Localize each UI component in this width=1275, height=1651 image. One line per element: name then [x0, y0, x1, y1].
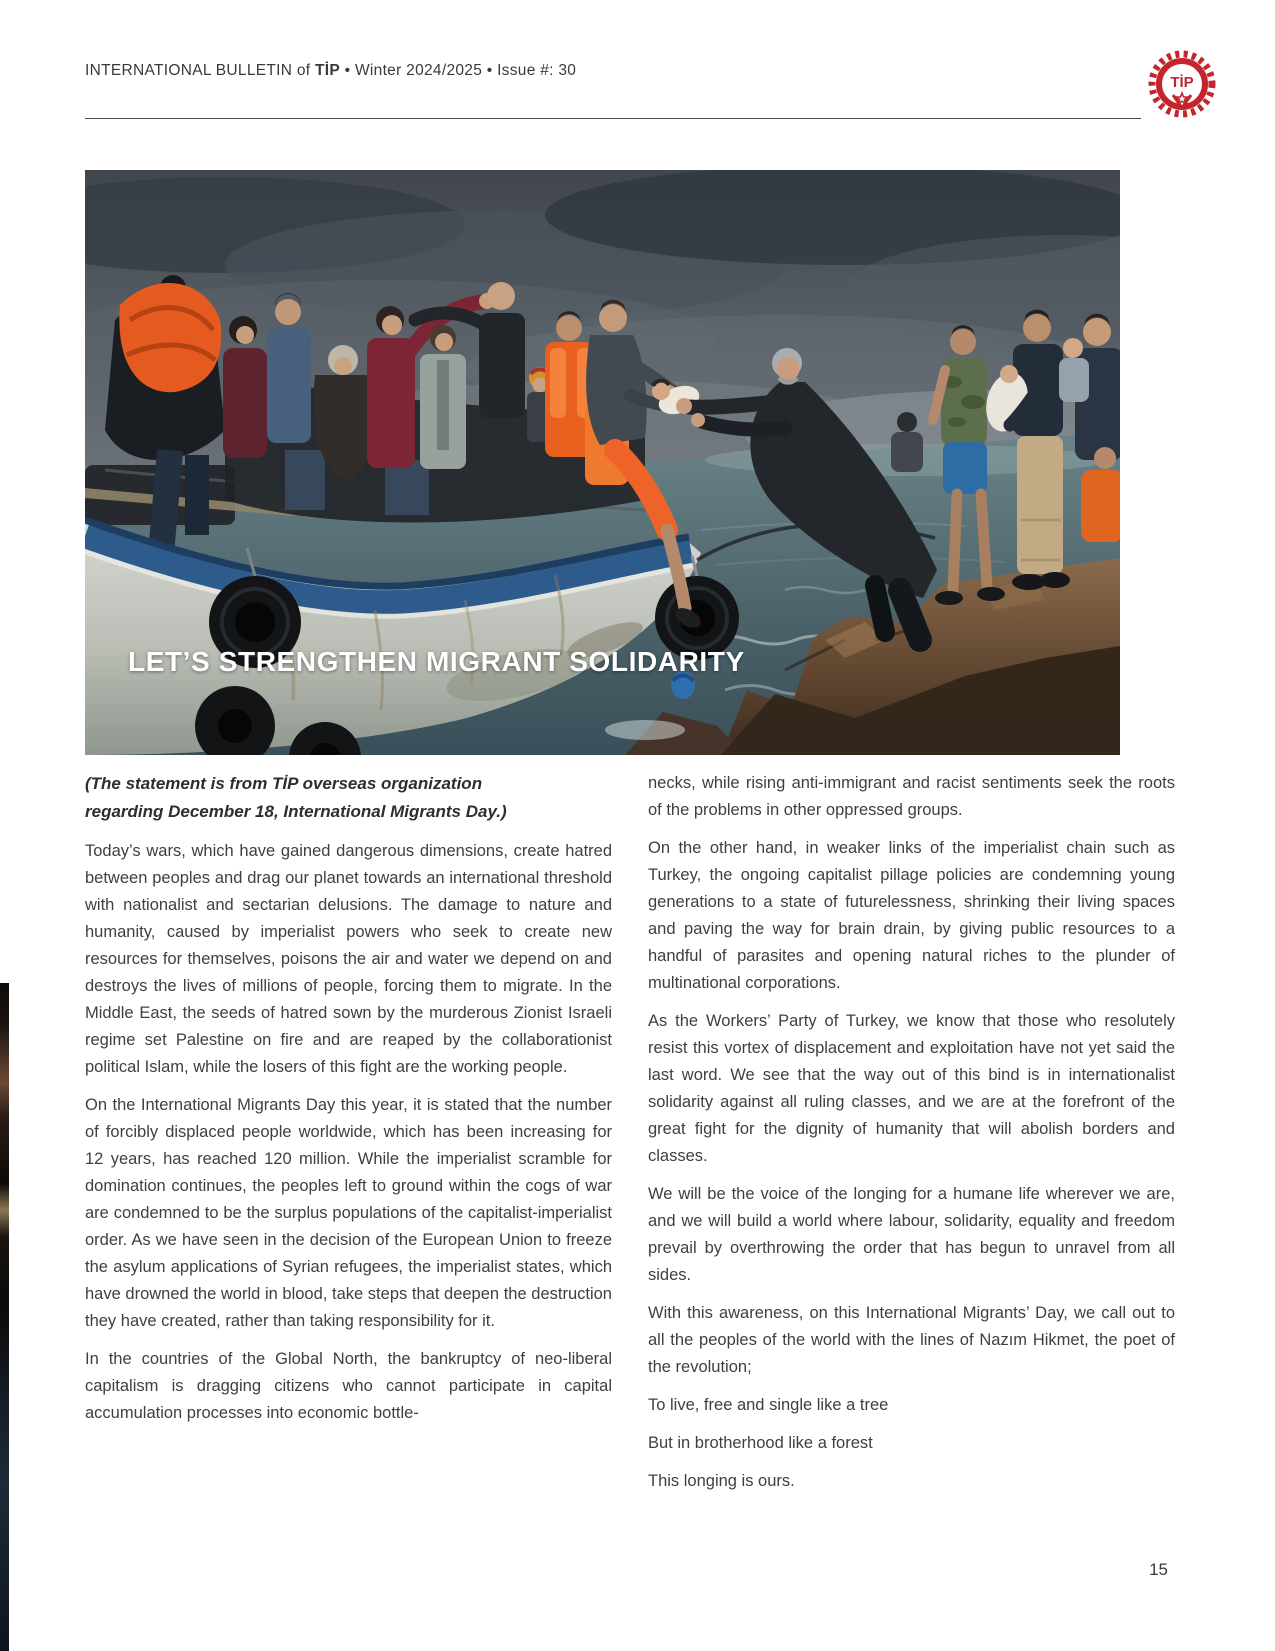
- hero-photo: [85, 170, 1120, 755]
- right-column: [648, 770, 1175, 1506]
- masthead: [85, 62, 1085, 80]
- paragraph: Today’s wars, which have gained dangerous dimensions, create hatred between peoples and drag our planet towards an international threshold with nationalist and sectarian delusions. The damage to nature and humanity, caused by imperialist powers who seek to create new resources for themselves, poisons the air and water we depend on and destroys the lives of millions of people, forcing them to migrate. In the Middle East, the seeds of hatred sown by the murderous Zionist Israeli regime set Palestine on fire and are reaped by the collaborationist political Islam, while the losers of this fight are the working people.: [85, 842, 612, 1076]
- paragraph: In the countries of the Global North, the bankruptcy of neo-liberal capitalism is dragging citizens who cannot participate in capital accumulation processes into economic bottle-: [85, 1350, 612, 1422]
- article-intro: [85, 770, 612, 826]
- left-column: [85, 770, 612, 1506]
- article-columns: [85, 770, 1175, 1506]
- paragraph: As the Workers’ Party of Turkey, we know that those who resolutely resist this vortex of displacement and exploitation have not yet said the last word. We see that the way out of this bind is in internationalist solidarity against all ruling classes, and we are at the forefront of the great fight for the dignity of humanity that will abolish borders and classes.: [648, 1012, 1175, 1165]
- paragraph: With this awareness, on this International Migrants’ Day, we call out to all the peoples of the world with the lines of Nazım Hikmet, the poet of the revolution;: [648, 1304, 1175, 1376]
- masthead-suffix: • Winter 2024/2025 • Issue #: 30: [340, 62, 577, 79]
- intro-line-2: regarding December 18, International Migrants Day.): [85, 802, 507, 821]
- paragraph: On the other hand, in weaker links of the imperialist chain such as Turkey, the ongoing capitalist pillage policies are condemning young generations to a state of futurelessness, shrinking their living spaces and paving the way for brain drain, by giving public resources to a handful of parasites and opening natural riches to the plunder of multinational corporations.: [648, 839, 1175, 992]
- masthead-brand: TİP: [315, 62, 341, 79]
- paragraph: On the International Migrants Day this year, it is stated that the number of forcibly displaced people worldwide, which has been increasing for 12 years, has reached 120 million. While the imperialist scramble for domination continues, the peoples left to ground within the cogs of war are condemned to be the surplus populations of the capitalist-imperialist order. As we have seen in the decision of the European Union to freeze the asylum applications of Syrian refugees, the imperialist states, which have drowned the world in blood, take steps that deepen the destruction they have created, rather than taking responsibility for it.: [85, 1096, 612, 1330]
- hero-caption: LET’S STRENGTHEN MIGRANT SOLIDARITY: [128, 646, 745, 677]
- masthead-prefix: INTERNATIONAL BULLETIN of: [85, 62, 316, 79]
- poem-line: This longing is ours.: [648, 1472, 795, 1490]
- intro-line-1: (The statement is from TİP overseas organization: [85, 774, 483, 793]
- logo-text: TİP: [1170, 74, 1194, 91]
- poem-line: But in brotherhood like a forest: [648, 1434, 873, 1452]
- paragraph: necks, while rising anti-immigrant and racist sentiments seek the roots of the problems in other oppressed groups.: [648, 774, 1175, 819]
- page-number: 15: [1149, 1560, 1168, 1579]
- poem-line: To live, free and single like a tree: [648, 1396, 889, 1414]
- tip-party-logo-icon: [1146, 46, 1218, 124]
- paragraph: We will be the voice of the longing for a humane life wherever we are, and we will build a world where labour, solidarity, equality and freedom prevail by overthrowing the order that has begun to unravel from all sides.: [648, 1185, 1175, 1284]
- header-divider: [85, 118, 1141, 119]
- page-edge-image-sliver: [0, 983, 9, 1651]
